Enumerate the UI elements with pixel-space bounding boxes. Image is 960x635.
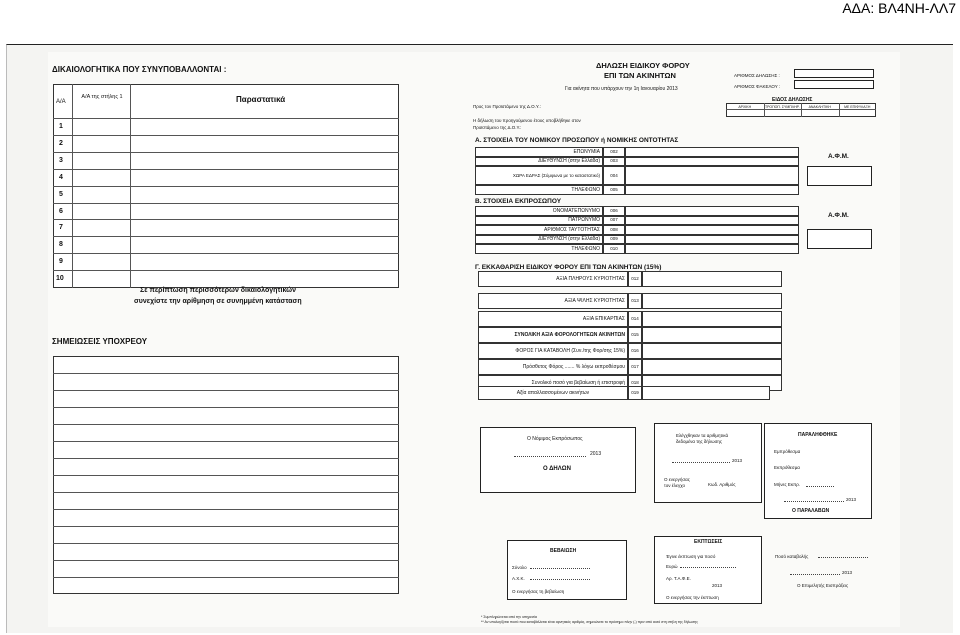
field-value[interactable]: [625, 216, 799, 226]
note-line: [53, 424, 399, 425]
field-label: ΠΑΤΡΩΝΥΜΟ: [475, 216, 603, 226]
poso-year: 2013: [842, 570, 853, 575]
previous-doy-label-2: Προϊστάμενο της Δ.Ο.Υ.:: [473, 125, 522, 130]
field-label: ΑΡΙΘΜΟΣ ΤΑΥΤΟΤΗΤΑΣ: [475, 225, 603, 235]
field-code: 017: [628, 359, 642, 375]
field-label: ΔΙΕΥΘΥΝΣΗ (στην Ελλάδα): [475, 235, 603, 245]
field-code: 019: [628, 386, 642, 400]
field-value[interactable]: [642, 311, 782, 327]
ekptosi-year: 2013: [712, 583, 723, 588]
note-line: [53, 543, 399, 544]
afm-label-a: Α.Φ.Μ.: [828, 153, 849, 160]
field-label: ΣΥΝΟΛΙΚΗ ΑΞΙΑ ΦΟΡΟΛΟΓΗΤΕΩΝ ΑΚΙΝΗΤΩΝ: [478, 327, 628, 343]
note-line: [53, 526, 399, 527]
attachments-title: ΔΙΚΑΙΟΛΟΓΗΤΙΚΑ ΠΟΥ ΣΥΝΥΠΟΒΑΛΛΟΝΤΑΙ :: [52, 65, 227, 74]
arithmos-fakelou-field[interactable]: [794, 80, 874, 89]
field-label: ΑΞΙΑ ΠΛΗΡΟΥΣ ΚΥΡΙΟΤΗΤΑΣ: [478, 271, 628, 287]
row-divider: [53, 270, 399, 271]
field-label: Πρόσθετος Φόρος ....... % λόγω εκπροθέσμου: [478, 359, 628, 375]
field-value[interactable]: [642, 293, 782, 309]
field-label: Αξία απαλλασσομένων ακινήτων: [478, 386, 628, 400]
paralavi-l1: Εμπρόθεσμα: [774, 449, 801, 454]
field-code: 014: [628, 311, 642, 327]
field-code: 005: [603, 185, 625, 195]
note-line: [53, 509, 399, 510]
field-code: 009: [603, 235, 625, 245]
field-value[interactable]: [625, 147, 799, 157]
note-line: [53, 373, 399, 374]
vevaiosi-l2: Α.Χ.Κ.: [512, 576, 525, 581]
attachment-row-number: 5: [59, 190, 63, 198]
attachment-row-number: 1: [59, 123, 63, 130]
arithmos-dilosis-label: ΑΡΙΘΜΟΣ ΔΗΛΩΣΗΣ :: [734, 73, 780, 78]
field-label: ΟΝΟΜΑΤΕΠΩΝΥΜΟ: [475, 206, 603, 216]
elegxos-line3: Ο ενεργήσας: [664, 477, 690, 482]
field-value[interactable]: [625, 185, 799, 195]
afm-field-b[interactable]: [807, 229, 872, 249]
dilon-year: 2013: [590, 451, 602, 457]
attachment-row-number: 9: [59, 258, 63, 266]
field-label: ΦΟΡΟΣ ΓΙΑ ΚΑΤΑΒΟΛΗ (Συν./της Φορ/σης 15%): [478, 343, 628, 359]
field-code: 012: [628, 271, 642, 287]
ekptosi-title: ΕΚΠΤΩΣΕΙΣ: [694, 539, 723, 545]
eidos-title: ΕΙΔΟΣ ΔΗΛΩΣΗΣ: [772, 97, 813, 103]
field-code: 015: [628, 327, 642, 343]
field-code: 006: [603, 206, 625, 216]
arithmos-dilosis-field[interactable]: [794, 69, 874, 78]
note-line: [53, 475, 399, 476]
vevaiosi-title: ΒΕΒΑΙΩΣΗ: [550, 548, 577, 554]
ada-code: ΑΔΑ: ΒΛ4ΝΗ-ΛΛ7: [842, 0, 956, 16]
row-divider: [53, 203, 399, 204]
field-code: 013: [628, 293, 642, 309]
field-label: ΕΠΩΝΥΜΙΑ: [475, 147, 603, 157]
field-code: 004: [603, 166, 625, 185]
row-divider: [53, 169, 399, 170]
paralavi-title: ΠΑΡΑΛΗΦΘΗΚΕ: [798, 432, 838, 438]
field-code: 018: [628, 375, 642, 391]
elegxos-line1: Ελέγχθηκαν τα αριθμητικά: [676, 433, 729, 438]
eidos-option[interactable]: ΤΡΟΠΟΠ. ΣΥΜΠΛΗΡ.: [764, 105, 800, 109]
ekptosi-l4: Ο ενεργήσας την έκπτωση: [666, 595, 719, 600]
field-value[interactable]: [642, 386, 770, 400]
note-line: [53, 492, 399, 493]
row-divider: [53, 253, 399, 254]
afm-label-b: Α.Φ.Μ.: [828, 212, 849, 219]
col-aa: Α/Α: [56, 99, 66, 105]
field-label: Συνολικό ποσό για βεβαίωση ή επιστροφή: [478, 375, 628, 391]
arithmos-fakelou-label: ΑΡΙΘΜΟΣ ΦΑΚΕΛΟΥ :: [734, 84, 781, 89]
field-label: ΧΩΡΑ ΕΔΡΑΣ (Σύμφωνα με το καταστατικό): [475, 166, 603, 185]
note-line: [53, 577, 399, 578]
field-value[interactable]: [625, 166, 799, 185]
ekptosi-l3: Αρ. Τ.Α.Φ.Ε.: [666, 576, 691, 581]
vevaiosi-l1: Σύνολο: [512, 565, 527, 570]
paralavi-l2: Εκπρόθεσμα: [774, 465, 800, 470]
notes-title: ΣΗΜΕΙΩΣΕΙΣ ΥΠΟΧΡΕΟΥ: [52, 337, 148, 346]
section-c-title: Γ. ΕΚΚΑΘΑΡΙΣΗ ΕΙΔΙΚΟΥ ΦΟΡΟΥ ΕΠΙ ΤΩΝ ΑΚΙΝΗΤΩΝ (15%): [475, 264, 662, 271]
field-value[interactable]: [642, 327, 782, 343]
note-line: [53, 390, 399, 391]
elegxos-year: 2013: [732, 458, 743, 463]
field-value[interactable]: [625, 157, 799, 167]
doy-label: Προς τον Προϊστάμενο της Δ.Ο.Υ.:: [473, 104, 541, 109]
field-code: 003: [603, 157, 625, 167]
field-code: 010: [603, 244, 625, 254]
paralavi-l3: Μήνες Εκπρ.: [774, 482, 801, 487]
note-line: [53, 407, 399, 408]
form-subtitle: Για ακίνητα που υπάρχουν την 1η Ιανουαρίου 2013: [565, 86, 678, 92]
attachment-row-number: 3: [59, 156, 63, 164]
section-a-title: Α. ΣΤΟΙΧΕΙΑ ΤΟΥ ΝΟΜΙΚΟΥ ΠΡΟΣΩΠΟΥ ή ΝΟΜΙΚΗΣ ΟΝΤΟΤΗΤΑΣ: [475, 137, 679, 144]
elegxos-line4: τον έλεγχο: [664, 483, 685, 488]
field-value[interactable]: [642, 271, 782, 287]
col-aa-stilis: Α/Α της στήλης 1: [81, 94, 123, 100]
attachment-row-number: 2: [59, 139, 63, 147]
elegxos-line5: Κωδ. Αριθμός: [708, 482, 736, 487]
attachment-row-number: 4: [59, 173, 63, 181]
field-value[interactable]: [625, 244, 799, 254]
field-label: ΔΙΕΥΘΥΝΣΗ (στην Ελλάδα): [475, 157, 603, 167]
eidos-option[interactable]: ΑΝΑΚΛΗΤΙΚΗ: [808, 105, 831, 109]
field-code: 002: [603, 147, 625, 157]
row-divider: [53, 219, 399, 220]
attachment-row-number: 7: [59, 224, 63, 232]
poso-l2: Ο Επιμελητής Εισπράξεις: [797, 583, 849, 588]
ekptosi-l2: Ευρώ: [666, 564, 678, 569]
field-code: 008: [603, 225, 625, 235]
section-b-title: Β. ΣΤΟΙΧΕΙΑ ΕΚΠΡΟΣΩΠΟΥ: [475, 198, 562, 205]
dilon-line1: Ο Νόμιμος Εκπρόσωπος: [527, 436, 583, 442]
afm-field-a[interactable]: [807, 166, 872, 186]
col-parastatika: Παραστατικά: [236, 95, 286, 104]
note-line: [53, 458, 399, 459]
row-divider: [53, 186, 399, 187]
paralavi-footer: Ο ΠΑΡΑΛΑΒΩΝ: [792, 508, 830, 514]
field-value[interactable]: [625, 225, 799, 235]
attachment-row-number: 10: [56, 275, 64, 283]
left-note-2: συνεχίστε την αρίθμηση σε συνημμένη κατάσταση: [134, 298, 302, 305]
field-label: ΑΞΙΑ ΕΠΙΚΑΡΠΙΑΣ: [478, 311, 628, 327]
note-line: [53, 560, 399, 561]
attachment-row-number: 8: [59, 241, 63, 249]
field-label: ΤΗΛΕΦΩΝΟ: [475, 185, 603, 195]
eidos-option[interactable]: ΜΕ ΕΠΙΦΥΛΑΞΗ: [844, 105, 871, 109]
field-label: ΑΞΙΑ ΨΙΛΗΣ ΚΥΡΙΟΤΗΤΑΣ: [478, 293, 628, 309]
row-divider: [53, 152, 399, 153]
note-line: [53, 441, 399, 442]
field-value[interactable]: [642, 359, 782, 375]
row-divider: [53, 135, 399, 136]
form-title-1: ΔΗΛΩΣΗ ΕΙΔΙΚΟΥ ΦΟΡΟΥ: [596, 61, 690, 70]
field-code: 016: [628, 343, 642, 359]
previous-doy-label-1: Η δήλωση του προηγούμενου έτους υποβλήθηκε στον: [473, 118, 581, 123]
ekptosi-l1: Έγινε έκπτωση για ποσό: [666, 554, 716, 559]
vevaiosi-l3: Ο ενεργήσας τη βεβαίωση: [512, 589, 565, 594]
row-divider: [53, 236, 399, 237]
paralavi-year: 2013: [846, 497, 857, 502]
attachment-row-number: 6: [59, 207, 63, 215]
field-label: ΤΗΛΕΦΩΝΟ: [475, 244, 603, 254]
footnote-1: * Συμπληρώνεται από την υπηρεσία: [481, 615, 537, 619]
field-value[interactable]: [625, 235, 799, 245]
elegxos-line2: δεδομένα της δήλωσης: [676, 439, 723, 444]
left-note-1: Σε περίπτωση περισσότερων δικαιολογητικών: [140, 287, 296, 294]
dilon-title: Ο ΔΗΛΩΝ: [543, 466, 571, 472]
form-title-2: ΕΠΙ ΤΩΝ ΑΚΙΝΗΤΩΝ: [604, 71, 676, 80]
field-value[interactable]: [642, 343, 782, 359]
field-value[interactable]: [625, 206, 799, 216]
footnote-2: ** Αν υπολογίζεται ποσό που καταβάλλεται είναι αρνητικός αριθμός, σημειώνετε το πρόσημο πλην (-) πριν από αυτό στη στήλη της δήλωσης: [481, 620, 698, 624]
field-code: 007: [603, 216, 625, 226]
poso-l1: Ποσό καταβολής: [775, 554, 809, 559]
eidos-option[interactable]: ΑΡΧΙΚΗ: [738, 105, 752, 109]
